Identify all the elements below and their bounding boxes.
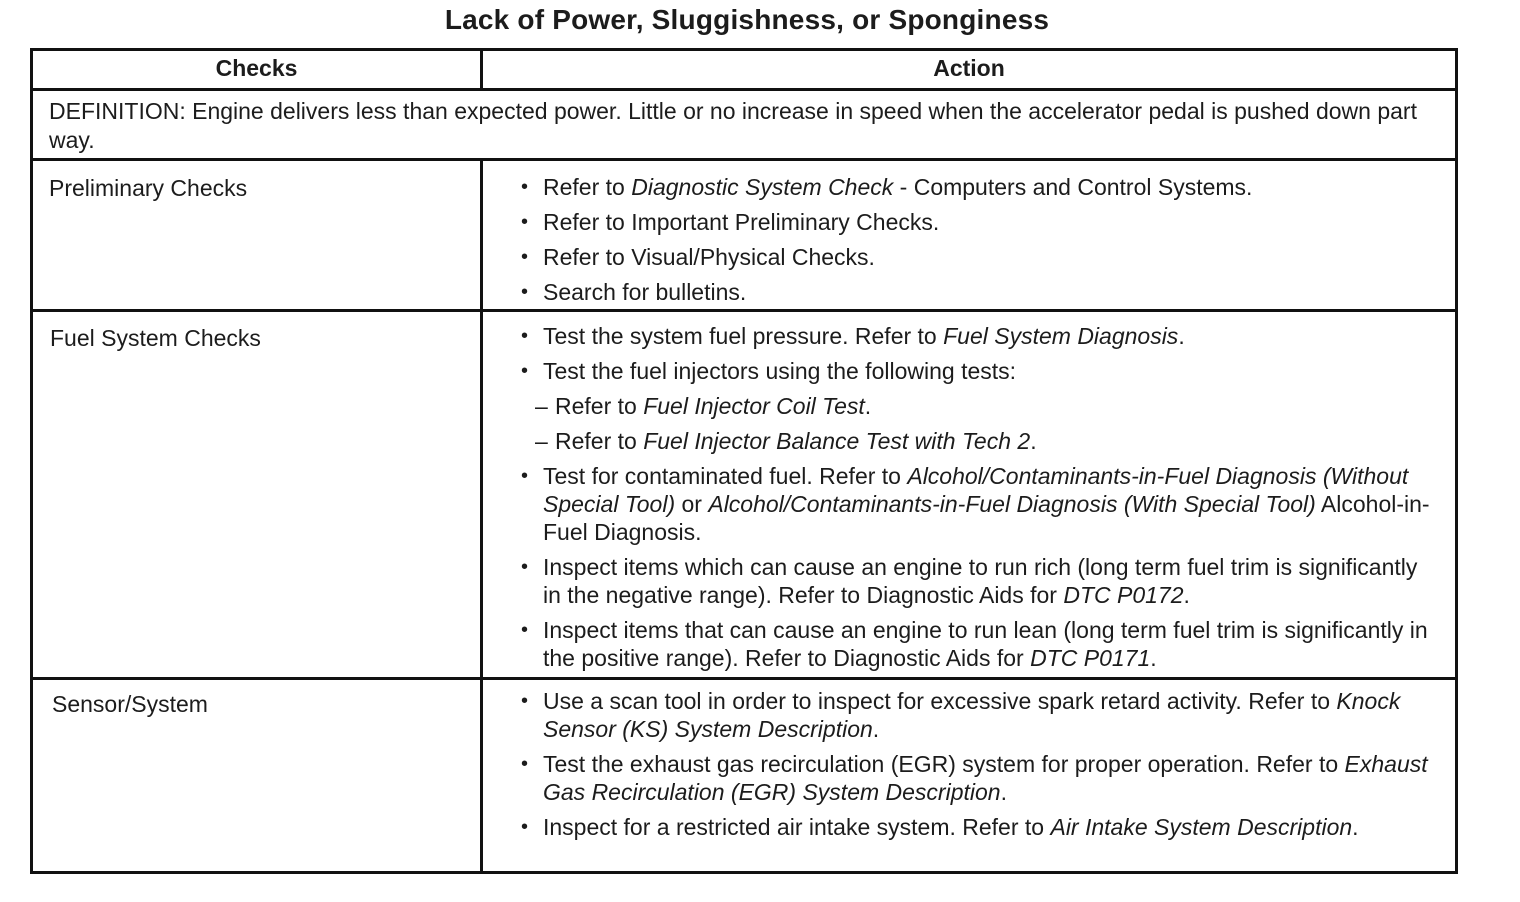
header-checks: Checks xyxy=(215,55,298,81)
action-text: or xyxy=(675,491,709,517)
action-text: Inspect for a restricted air intake system. Refer to xyxy=(543,814,1051,840)
action-item xyxy=(521,243,1441,271)
bullet-icon: • xyxy=(521,246,529,268)
action-list-preliminary xyxy=(521,173,1441,313)
check-label-preliminary: Preliminary Checks xyxy=(49,175,248,201)
action-text: Inspect items that can cause an engine to run lean (long term fuel trim is significantly in the positive range). Refer to Diagnostic Aids for xyxy=(543,617,1428,671)
action-text: - Computers and Control Systems. xyxy=(893,174,1253,200)
action-sub-item xyxy=(521,427,1441,455)
reference-link-text: DTC P0172 xyxy=(1063,582,1184,608)
action-text: Refer to xyxy=(555,393,644,419)
reference-link-text: Air Intake System Description xyxy=(1050,814,1353,840)
dash-icon: – xyxy=(535,428,548,454)
action-item xyxy=(521,357,1441,385)
check-label-sensor-system: Sensor/System xyxy=(52,691,208,717)
page-title: Lack of Power, Sluggishness, or Sponginess xyxy=(444,4,1050,35)
action-text: . xyxy=(1150,645,1157,671)
action-text: . xyxy=(872,716,880,742)
bullet-icon: • xyxy=(521,176,529,198)
action-text: . xyxy=(1000,779,1007,805)
bullet-icon: • xyxy=(521,325,529,347)
reference-link-text: Fuel Injector Coil Test xyxy=(643,393,865,419)
action-list-sensor-system xyxy=(521,687,1441,848)
action-text: . xyxy=(1183,582,1190,608)
header-divider xyxy=(33,88,1455,91)
bullet-icon: • xyxy=(521,816,529,838)
bullet-icon: • xyxy=(521,556,529,578)
reference-link-text: DTC P0171 xyxy=(1030,645,1151,671)
action-item xyxy=(521,173,1441,201)
action-item xyxy=(521,322,1441,350)
dash-icon: – xyxy=(535,393,548,419)
action-list-fuel-system xyxy=(521,322,1441,679)
action-text: Test the fuel injectors using the following tests: xyxy=(543,358,1017,384)
header-action: Action xyxy=(933,55,1005,81)
action-item xyxy=(521,813,1441,841)
check-label-fuel-system: Fuel System Checks xyxy=(50,325,261,351)
action-text: Refer to xyxy=(543,174,632,200)
bullet-icon: • xyxy=(521,619,529,641)
reference-link-text: Fuel System Diagnosis xyxy=(943,323,1179,349)
action-item xyxy=(521,462,1441,546)
action-text: . xyxy=(1352,814,1359,840)
diagnostic-table xyxy=(30,48,1458,874)
bullet-icon: • xyxy=(521,360,529,382)
action-text: . xyxy=(1030,428,1037,454)
action-text: Test the exhaust gas recirculation (EGR) system for proper operation. Refer to xyxy=(543,751,1345,777)
reference-link-text: Exhaust Gas Recirculation (EGR) System Description xyxy=(543,751,1428,805)
action-text: Test the system fuel pressure. Refer to xyxy=(543,323,944,349)
action-item xyxy=(521,616,1441,672)
action-item xyxy=(521,687,1441,743)
action-item xyxy=(521,553,1441,609)
bullet-icon: • xyxy=(521,465,529,487)
definition-text: DEFINITION: Engine delivers less than expected power. Little or no increase in speed when the accelerator pedal is pushed down part way. xyxy=(49,98,1417,153)
action-text: Alcohol-in-Fuel Diagnosis. xyxy=(543,491,1430,545)
bullet-icon: • xyxy=(521,753,529,775)
column-divider-header xyxy=(480,51,483,88)
action-text: Search for bulletins. xyxy=(543,279,747,305)
reference-link-text: Alcohol/Contaminants-in-Fuel Diagnosis (With Special Tool) xyxy=(708,491,1316,517)
action-text: Use a scan tool in order to inspect for excessive spark retard activity. Refer to xyxy=(543,688,1337,714)
bullet-icon: • xyxy=(521,211,529,233)
bullet-icon: • xyxy=(521,690,529,712)
bullet-icon: • xyxy=(521,281,529,303)
action-text: . xyxy=(1178,323,1185,349)
action-text: Inspect items which can cause an engine to run rich (long term fuel trim is significantly in the negative range). Refer to Diagnostic Aids for xyxy=(543,554,1418,608)
action-sub-item xyxy=(521,392,1441,420)
action-item xyxy=(521,278,1441,306)
reference-link-text: Diagnostic System Check xyxy=(631,174,894,200)
action-item xyxy=(521,750,1441,806)
reference-link-text: Alcohol/Contaminants-in-Fuel Diagnosis (Without Special Tool) xyxy=(543,463,1409,517)
definition-divider xyxy=(33,158,1455,161)
action-text: Refer to Important Preliminary Checks. xyxy=(543,209,940,235)
action-text: Refer to xyxy=(555,428,644,454)
action-item xyxy=(521,208,1441,236)
action-text: Test for contaminated fuel. Refer to xyxy=(543,463,908,489)
action-text: . xyxy=(864,393,872,419)
reference-link-text: Fuel Injector Balance Test with Tech 2 xyxy=(643,428,1031,454)
column-divider-body xyxy=(480,158,483,871)
action-text: Refer to Visual/Physical Checks. xyxy=(543,244,875,270)
reference-link-text: Knock Sensor (KS) System Description xyxy=(543,688,1401,742)
